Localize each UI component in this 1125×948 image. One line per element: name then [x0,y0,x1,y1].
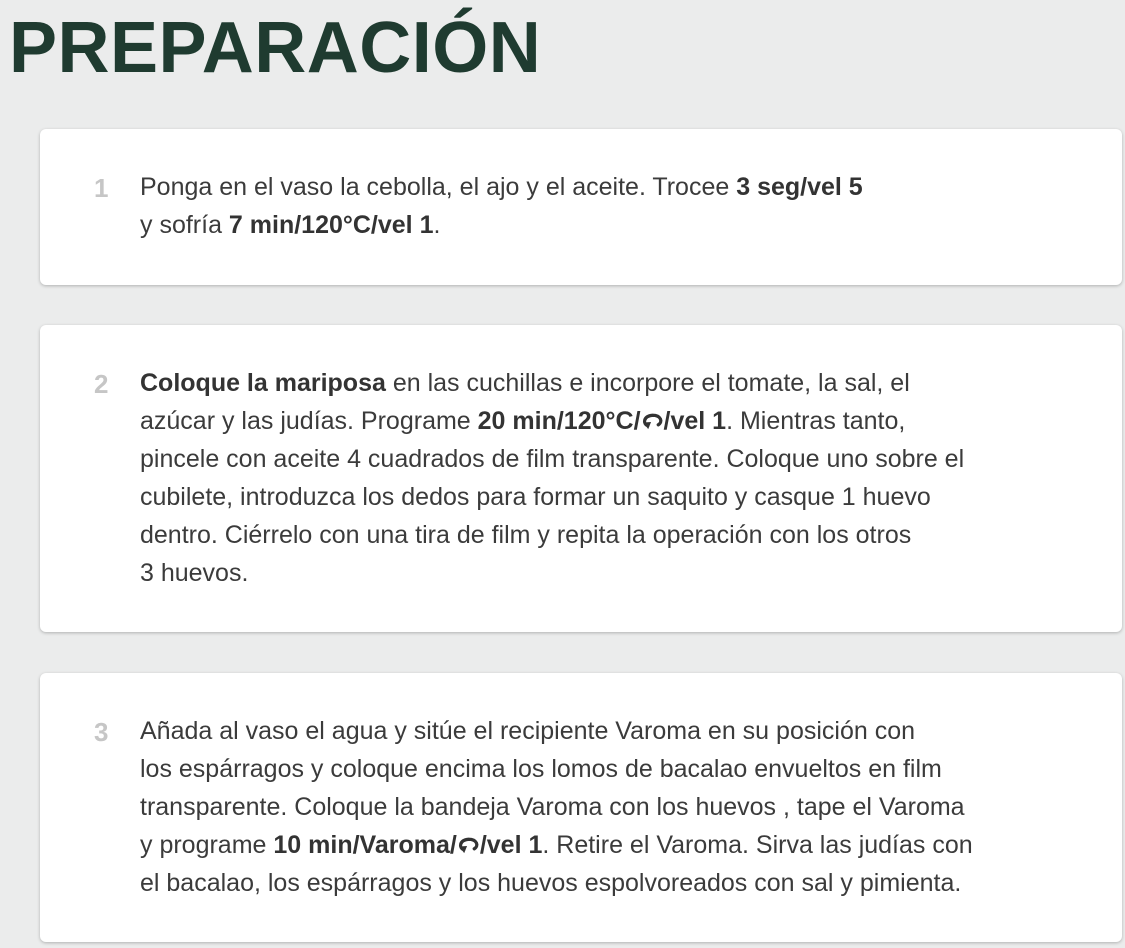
step-setting-bold: /vel 1 [479,831,543,859]
reverse-rotation-icon [641,412,664,430]
step-text-line [140,516,1090,554]
step-text-run: en las cuchillas e incorpore el tomate, la sal, el [385,369,910,397]
step-number: 1 [94,173,109,203]
step-card-1 [40,129,1122,285]
step-setting-bold: /vel 1 [663,407,727,435]
step-text-line [140,788,1090,826]
step-text-line [140,402,1090,440]
step-text-run: transparente. Coloque la bandeja Varoma con los huevos , tape el Varoma [140,793,965,821]
step-text-run: 3 huevos. [140,559,249,587]
step-setting-bold: Coloque la mariposa [140,369,386,397]
step-text [140,364,1090,592]
step-text-run: cubilete, introduzca los dedos para formar un saquito y casque 1 huevo [140,483,931,511]
step-text-run: . Retire el Varoma. Sirva las judías con [542,831,973,859]
step-text-run: Añada al vaso el agua y sitúe el recipiente Varoma en su posición con [140,717,916,745]
step-text-line [140,440,1090,478]
reverse-rotation-icon [457,836,480,854]
step-number: 3 [94,717,109,747]
step-setting-bold: 3 seg/vel 5 [736,173,863,201]
step-text-line [140,826,1090,864]
step-setting-bold: 10 min/Varoma/ [273,831,457,859]
page-title: PREPARACIÓN [9,8,542,88]
step-text-run: . Mientras tanto, [726,407,906,435]
step-card-2 [40,325,1122,632]
step-text-run: . [433,211,441,239]
step-text-run: Ponga en el vaso la cebolla, el ajo y el aceite. Trocee [140,173,737,201]
step-text-line [140,554,1090,592]
step-text-line [140,168,1090,206]
step-card-3 [40,673,1122,942]
step-text [140,168,1090,244]
step-text-run: y programe [140,831,274,859]
step-text-run: dentro. Ciérrelo con una tira de film y repita la operación con los otros [140,521,912,549]
step-text-line [140,750,1090,788]
step-text-line [140,864,1090,902]
step-text [140,712,1090,902]
step-number: 2 [94,369,109,399]
step-text-run: pincele con aceite 4 cuadrados de film transparente. Coloque uno sobre el [140,445,965,473]
step-text-run: los espárragos y coloque encima los lomos de bacalao envueltos en film [140,755,942,783]
step-setting-bold: 7 min/120°C/vel 1 [228,211,434,239]
step-text-run: y sofría [140,211,229,239]
step-text-line [140,478,1090,516]
step-text-line [140,712,1090,750]
step-text-line [140,206,1090,244]
step-text-run: el bacalao, los espárragos y los huevos espolvoreados con sal y pimienta. [140,869,962,897]
step-setting-bold: 20 min/120°C/ [477,407,641,435]
step-text-run: azúcar y las judías. Programe [140,407,478,435]
step-text-line [140,364,1090,402]
